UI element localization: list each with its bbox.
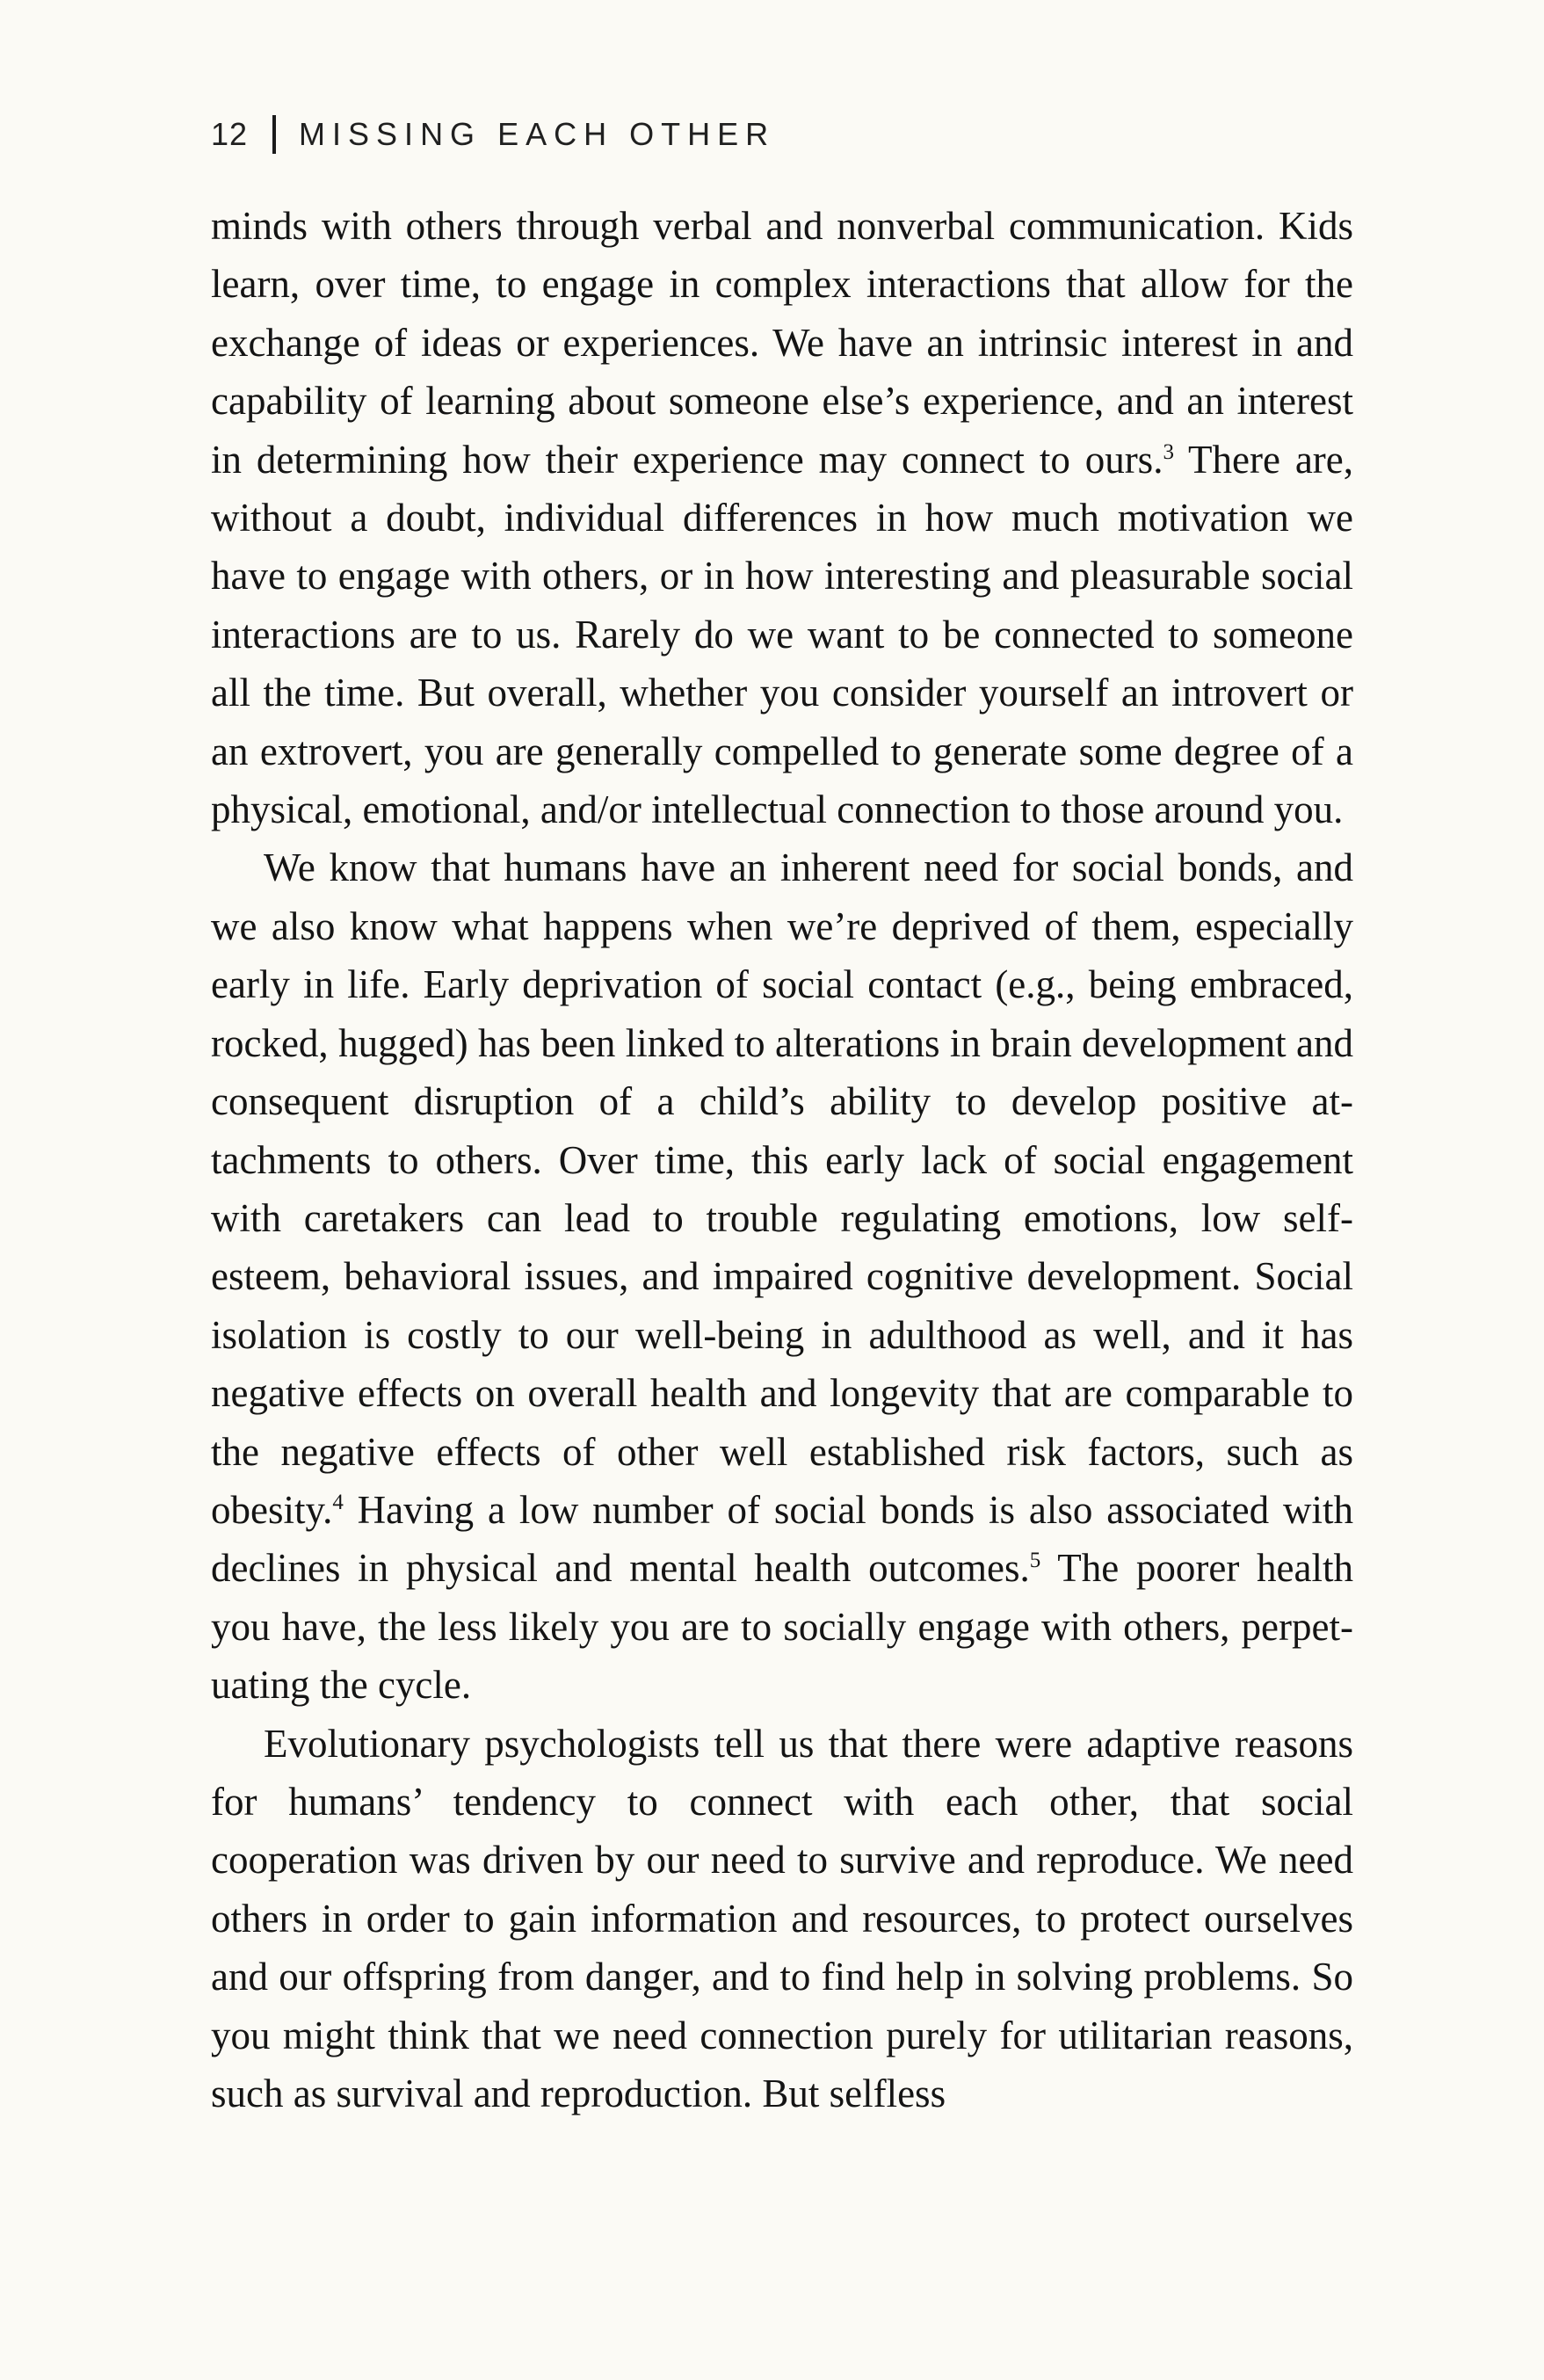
paragraph-3-text: Evolutionary psychologists tell us that there were adaptive reasons for humans’ tendency to connect with each other, that social cooperation was driven by our need to survive and reproduce. We need others in order to gain information and resources, to protect ourselves and our offspring from danger, and to find help in solving problems. So you might think that we need connection purely for utilitarian reasons, such as survival and reproduction. But selfless <box>211 1721 1353 2115</box>
footnote-ref-5: 5 <box>1029 1549 1041 1573</box>
running-head <box>211 112 775 156</box>
footnote-ref-4: 4 <box>332 1490 344 1514</box>
paragraph-2-text-a: We know that humans have an inherent need for social bonds, and we also know what happens when we’re deprived of them, especially early in life. Early deprivation of social contact (e.g., being embraced, rocked, hugged) has been linked to alterations in brain development and consequent disruption of a child’s ability to develop positive attachments to others. Over time, this early lack of social engagement with caretakers can lead to trouble regulating emotions, low self-esteem, behavioral issues, and impaired cognitive development. Social isolation is costly to our well-being in adulthood as well, and it has negative effects on overall health and longevity that are comparable to the negative effects of other well established risk factors, such as obesity. <box>211 845 1353 1532</box>
header-divider <box>272 115 276 154</box>
page-number: 12 <box>211 116 249 152</box>
paragraph-2-text-c: The poorer health you have, the less likely you are to socially engage with others, perpetuating the cycle. <box>211 1546 1353 1708</box>
paragraph-2 <box>211 838 1353 1714</box>
paragraph-3 <box>211 1715 1353 2123</box>
body-text <box>211 197 1353 2122</box>
paragraph-1-text-a: minds with others through verbal and nonverbal communication. Kids learn, over time, to engage in complex interactions that allow for the exchange of ideas or experiences. We have an intrinsic interest in and capability of learning about someone else’s experience, and an interest in determining how their experience may connect to ours. <box>211 204 1353 482</box>
book-title: MISSING EACH OTHER <box>299 116 776 152</box>
footnote-ref-3: 3 <box>1163 439 1174 464</box>
paragraph-1 <box>211 197 1353 838</box>
paragraph-2-text-b: Having a low number of social bonds is also associated with declines in physical and mental health outcomes. <box>211 1487 1353 1591</box>
paragraph-1-text-b: There are, without a doubt, individual differences in how much motivation we have to engage with others, or in how interesting and pleasurable social interactions are to us. Rarely do we want to be connected to someone all the time. But overall, whether you consider yourself an introvert or an extrovert, you are generally compelled to generate some degree of a physical, emotional, and/or intellectual connection to those around you. <box>211 437 1354 832</box>
